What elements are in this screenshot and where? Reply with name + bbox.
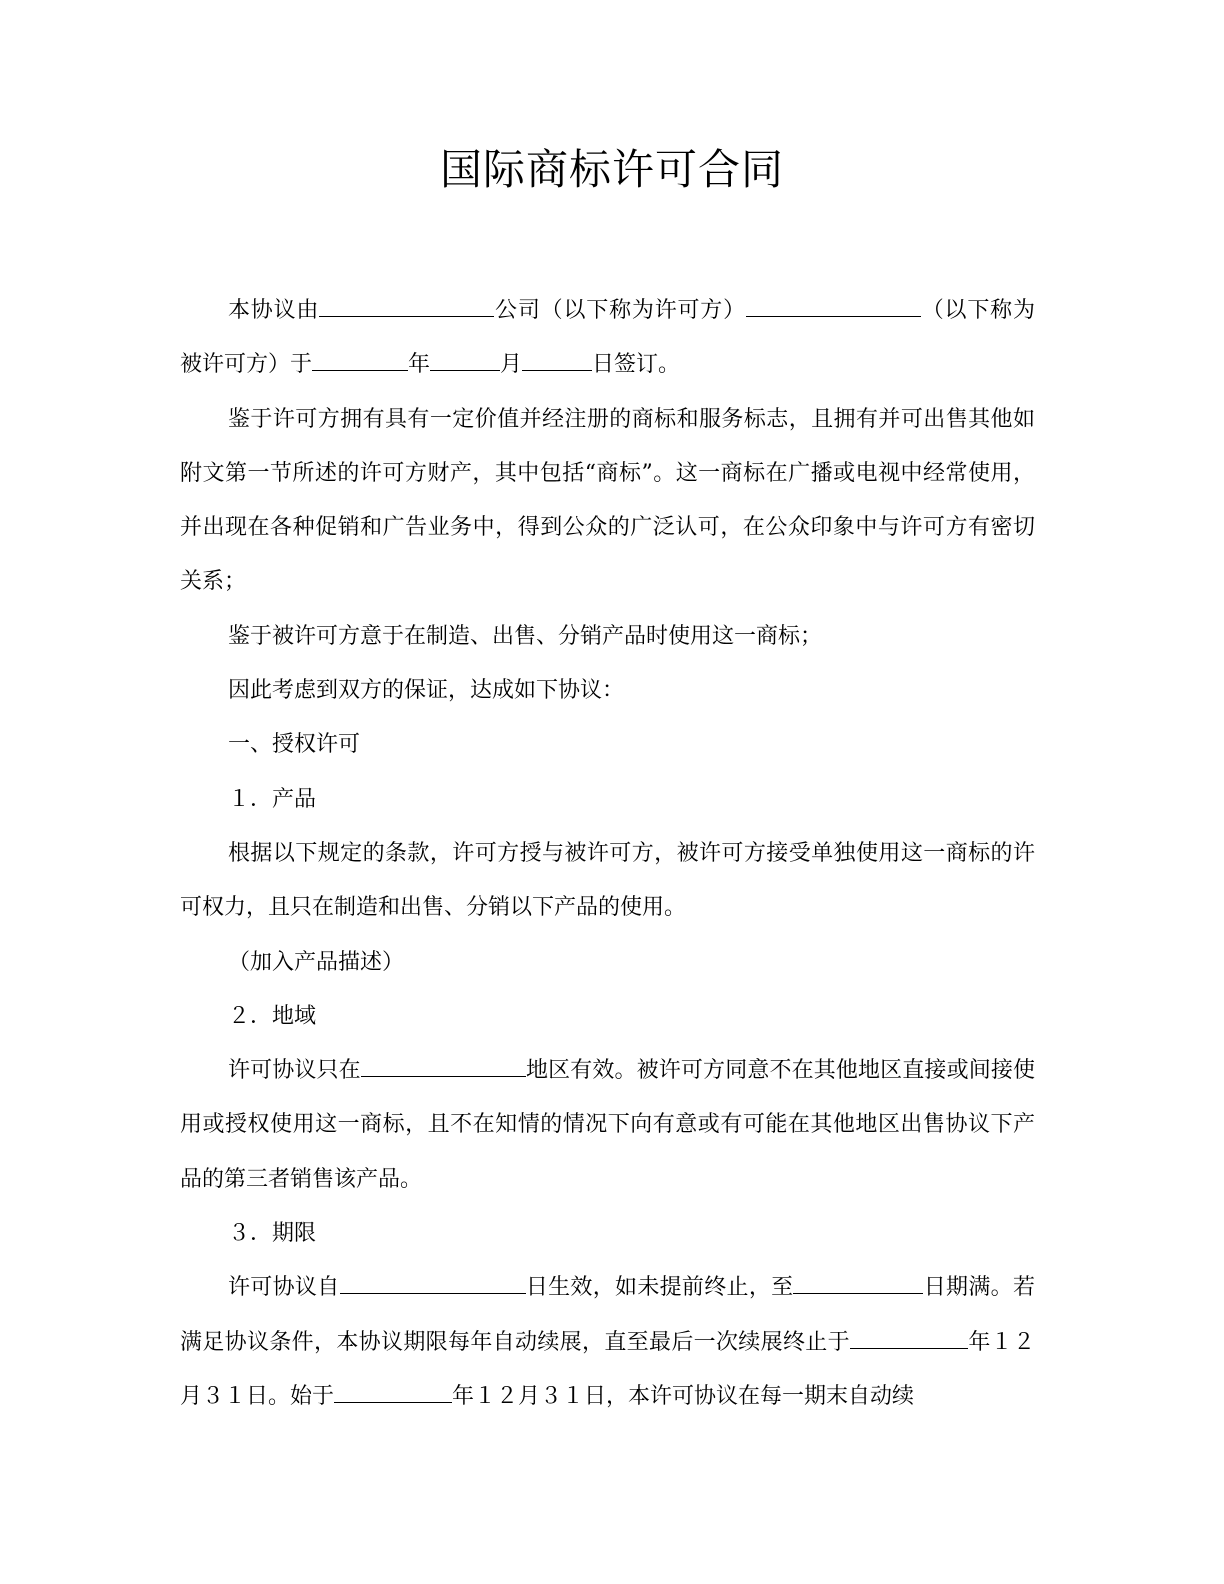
text-segment: 年 (408, 352, 431, 378)
text-segment: 年１２月３１日。始于 (180, 1329, 1035, 1409)
blank-licensor-name (319, 294, 494, 317)
blank-effective-date (340, 1271, 526, 1294)
text-segment: 日签订。 (592, 352, 681, 378)
text-segment: 年１２月３１日，本许可协议在每一期末自动续 (452, 1383, 915, 1409)
text-segment: 日期满。若满足协议条件，本协议期限每年自动续展，直至最后一次续展终止于 (180, 1275, 1035, 1355)
blank-start-year (334, 1380, 452, 1403)
text-segment: 本协议由 (228, 298, 320, 323)
subsection-heading-term: ３．期限 (228, 1221, 317, 1247)
blank-final-year (850, 1326, 968, 1349)
blank-licensee-name (746, 294, 921, 317)
blank-year (312, 348, 408, 371)
document-body (180, 284, 1035, 1424)
paragraph-products: 根据以下规定的条款，许可方授与被许可方，被许可方接受单独使用这一商标的许可权力，且只在制造和出售、分销以下产品的使用。 (180, 840, 1035, 921)
subsection-heading-territory: ２．地域 (228, 1003, 317, 1029)
text-segment: 日生效，如未提前终止，至 (525, 1275, 794, 1301)
text-segment: 月 (500, 352, 523, 378)
paragraph-product-description: （加入产品描述） (228, 949, 405, 975)
text-segment: 地区有效。被许可方同意不在其他地区直接或间接使用或授权使用这一商标，且不在知情的情况下向有意或有可能在其他地区出售协议下产品的第三者销售该产品。 (180, 1058, 1035, 1192)
paragraph-agreement: 因此考虑到双方的保证，达成如下协议： (228, 678, 625, 704)
text-segment: 许可协议自 (228, 1275, 340, 1301)
paragraph-territory (180, 1044, 1035, 1207)
paragraph-parties (180, 284, 1035, 393)
text-segment: 许可协议只在 (228, 1058, 361, 1084)
text-segment: （以下称为被许可方）于 (180, 298, 1035, 378)
blank-month (430, 348, 500, 371)
blank-territory (361, 1054, 526, 1077)
document-title: 国际商标许可合同 (439, 145, 784, 194)
paragraph-term (180, 1261, 1035, 1424)
subsection-heading-products: １．产品 (228, 786, 317, 812)
blank-expiry-date (793, 1271, 923, 1294)
text-segment: 公司（以下称为许可方） (494, 298, 746, 323)
blank-day (522, 348, 592, 371)
paragraph-whereas-licensor: 鉴于许可方拥有具有一定价值并经注册的商标和服务标志，且拥有并可出售其他如附文第一节所述的许可方财产，其中包括“商标”。这一商标在广播或电视中经常使用，并出现在各种促销和广告业务中，得到公众的广泛认可，在公众印象中与许可方有密切关系； (180, 406, 1035, 595)
section-heading-grant: 一、授权许可 (228, 732, 361, 758)
paragraph-whereas-licensee: 鉴于被许可方意于在制造、出售、分销产品时使用这一商标； (228, 623, 823, 649)
